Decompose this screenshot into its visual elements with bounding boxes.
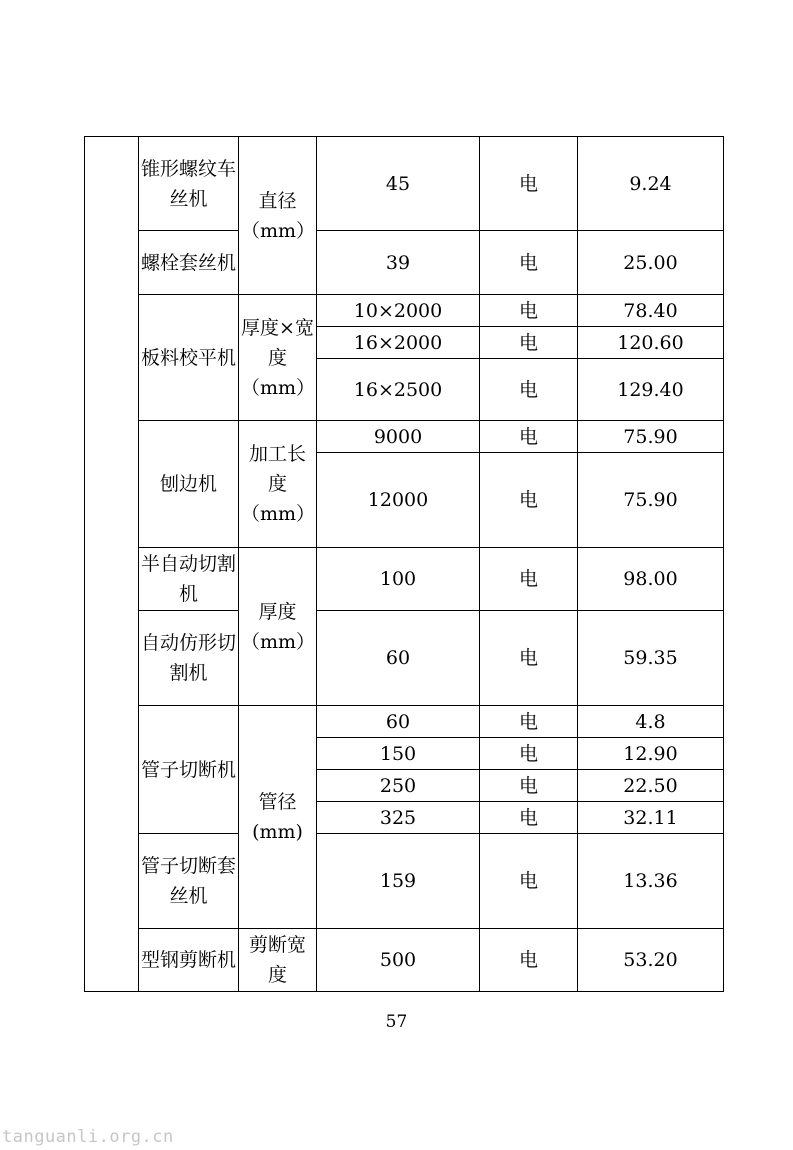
power-type-cell: 电 [480,611,578,706]
power-type-cell: 电 [480,327,578,359]
power-type-cell: 电 [480,770,578,802]
spec-cell: 39 [317,231,480,295]
parameter-cell: 加工长度（mm） [239,421,317,548]
machine-name-cell: 自动仿形切割机 [139,611,239,706]
spec-cell: 150 [317,738,480,770]
power-type-cell: 电 [480,295,578,327]
power-type-cell: 电 [480,738,578,770]
machine-name-cell: 锥形螺纹车丝机 [139,137,239,231]
spec-cell: 159 [317,834,480,929]
machine-name-cell: 管子切断套丝机 [139,834,239,929]
power-type-cell: 电 [480,834,578,929]
value-cell: 13.36 [578,834,724,929]
power-type-cell: 电 [480,802,578,834]
power-type-cell: 电 [480,929,578,992]
machine-name-cell: 型钢剪断机 [139,929,239,992]
machine-name-cell: 螺栓套丝机 [139,231,239,295]
parameter-cell: 管径(mm) [239,706,317,929]
machine-name-cell: 板料校平机 [139,295,239,421]
value-cell: 12.90 [578,738,724,770]
value-cell: 78.40 [578,295,724,327]
spec-cell: 325 [317,802,480,834]
value-cell: 53.20 [578,929,724,992]
value-cell: 98.00 [578,548,724,611]
category-column-cell [85,137,139,992]
value-cell: 129.40 [578,359,724,421]
spec-cell: 16×2500 [317,359,480,421]
value-cell: 75.90 [578,421,724,453]
value-cell: 32.11 [578,802,724,834]
machine-name-cell: 刨边机 [139,421,239,548]
value-cell: 22.50 [578,770,724,802]
value-cell: 75.90 [578,453,724,548]
power-type-cell: 电 [480,548,578,611]
spec-cell: 100 [317,548,480,611]
watermark: tanguanli.org.cn [2,1127,174,1147]
power-type-cell: 电 [480,706,578,738]
spec-cell: 250 [317,770,480,802]
parameter-cell: 厚度×宽度（mm） [239,295,317,421]
power-type-cell: 电 [480,137,578,231]
spec-cell: 45 [317,137,480,231]
spec-cell: 60 [317,706,480,738]
power-type-cell: 电 [480,453,578,548]
power-type-cell: 电 [480,231,578,295]
power-type-cell: 电 [480,421,578,453]
value-cell: 120.60 [578,327,724,359]
spec-cell: 16×2000 [317,327,480,359]
power-type-cell: 电 [480,359,578,421]
spec-cell: 12000 [317,453,480,548]
value-cell: 9.24 [578,137,724,231]
value-cell: 59.35 [578,611,724,706]
equipment-table [84,136,724,992]
spec-cell: 500 [317,929,480,992]
value-cell: 4.8 [578,706,724,738]
spec-cell: 10×2000 [317,295,480,327]
value-cell: 25.00 [578,231,724,295]
parameter-cell: 剪断宽度 [239,929,317,992]
spec-cell: 60 [317,611,480,706]
machine-name-cell: 管子切断机 [139,706,239,834]
spec-cell: 9000 [317,421,480,453]
parameter-cell: 直径（mm） [239,137,317,295]
parameter-cell: 厚度（mm） [239,548,317,706]
page-number: 57 [385,1012,408,1032]
machine-name-cell: 半自动切割机 [139,548,239,611]
